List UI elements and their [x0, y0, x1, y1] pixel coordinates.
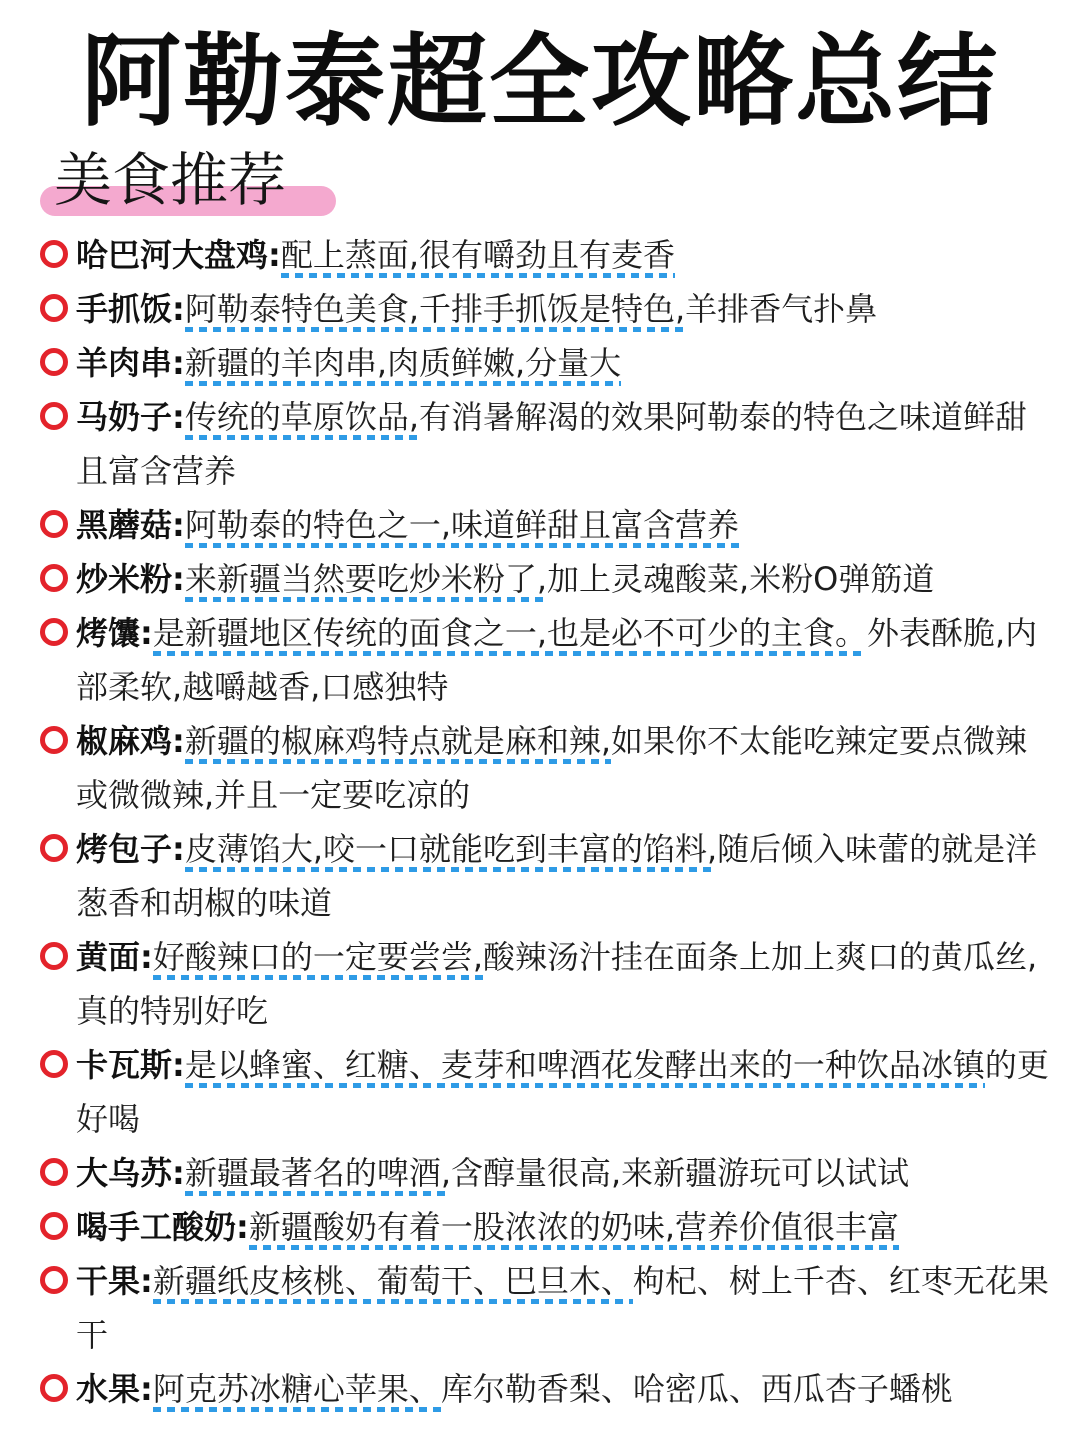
item-description: 有消暑解渴的效果阿勒泰的特色之味道鲜甜且富含营养: [76, 398, 1028, 490]
list-item: [40, 1038, 1050, 1146]
circle-bullet-icon: [40, 1266, 68, 1294]
list-item: [40, 552, 1050, 606]
list-item: [40, 228, 1050, 282]
item-name: 水果:: [76, 1370, 153, 1408]
item-description: 含醇量很高,来新疆游玩可以试试: [451, 1154, 910, 1192]
circle-bullet-icon: [40, 1212, 68, 1240]
item-highlight-text: 阿勒泰的特色之一,味道鲜甜且富含营养: [185, 506, 739, 548]
item-name: 手抓饭:: [76, 290, 185, 328]
list-item: [40, 1254, 1050, 1362]
item-name: 卡瓦斯:: [76, 1046, 185, 1084]
item-highlight-text: 阿勒泰特色美食,千排手抓饭是特色,: [185, 290, 685, 332]
list-item: [40, 1362, 1050, 1416]
list-item: [40, 336, 1050, 390]
circle-bullet-icon: [40, 1374, 68, 1402]
page-title: 阿勒泰超全攻略总结: [81, 23, 999, 140]
item-name: 哈巴河大盘鸡:: [76, 236, 281, 274]
circle-bullet-icon: [40, 1050, 68, 1078]
item-description: 加上灵魂酸菜,米粉O弹筋道: [547, 560, 935, 598]
item-highlight-text: 传统的草原饮品,: [185, 398, 419, 440]
list-item: [40, 1200, 1050, 1254]
list-item: [40, 822, 1050, 930]
item-highlight-text: 新疆的羊肉串,肉质鲜嫩,分量大: [185, 344, 621, 386]
item-name: 烤包子:: [76, 830, 185, 868]
circle-bullet-icon: [40, 1158, 68, 1186]
item-highlight-text: 阿克苏冰糖心苹果、: [153, 1370, 441, 1412]
list-item: [40, 606, 1050, 714]
circle-bullet-icon: [40, 402, 68, 430]
item-description: 库尔勒香梨、哈密瓜、西瓜杏子蟠桃: [440, 1370, 953, 1408]
item-highlight-text: 配上蒸面,很有嚼劲且有麦香: [281, 236, 675, 278]
item-highlight-text: 是新疆地区传统的面食之一,也是必不可少的主食。: [153, 614, 867, 656]
item-name: 炒米粉:: [76, 560, 185, 598]
item-name: 黄面:: [76, 938, 153, 976]
item-description: 羊排香气扑鼻: [685, 290, 878, 328]
section-title: 美食推荐: [54, 146, 287, 214]
list-item: [40, 498, 1050, 552]
circle-bullet-icon: [40, 942, 68, 970]
item-name: 羊肉串:: [76, 344, 185, 382]
item-name: 烤馕:: [76, 614, 153, 652]
food-list: [40, 228, 1050, 1416]
circle-bullet-icon: [40, 510, 68, 538]
item-highlight-text: 新疆酸奶有着一股浓浓的奶味,营养价值很丰富: [249, 1208, 899, 1250]
item-name: 马奶子:: [76, 398, 185, 436]
circle-bullet-icon: [40, 834, 68, 862]
list-item: [40, 930, 1050, 1038]
circle-bullet-icon: [40, 726, 68, 754]
item-description: 随后倾入味蕾的就是洋葱香和胡椒的味道: [76, 830, 1038, 922]
list-item: [40, 282, 1050, 336]
item-highlight-text: 新疆的椒麻鸡特点就是麻和辣,: [185, 722, 611, 764]
list-item: [40, 390, 1050, 498]
circle-bullet-icon: [40, 348, 68, 376]
circle-bullet-icon: [40, 564, 68, 592]
item-highlight-text: 好酸辣口的一定要尝尝,: [153, 938, 483, 980]
list-item: [40, 1146, 1050, 1200]
section-heading: [40, 140, 340, 226]
item-name: 喝手工酸奶:: [76, 1208, 249, 1246]
item-highlight-text: 皮薄馅大,咬一口就能吃到丰富的馅料,: [185, 830, 717, 872]
circle-bullet-icon: [40, 618, 68, 646]
item-description: 枸杞、树上千杏、红枣无花果干: [76, 1262, 1049, 1354]
item-highlight-text: 是以蜂蜜、红糖、麦芽和啤酒花发酵出来的一种饮品冰镇: [185, 1046, 985, 1088]
item-description: 的更好喝: [76, 1046, 1049, 1138]
item-name: 黑蘑菇:: [76, 506, 185, 544]
item-description: 外表酥脆,内部柔软,越嚼越香,口感独特: [76, 614, 1038, 706]
item-highlight-text: 新疆最著名的啤酒,: [185, 1154, 451, 1196]
list-item: [40, 714, 1050, 822]
item-description: 酸辣汤汁挂在面条上加上爽口的黄瓜丝,真的特别好吃: [76, 938, 1038, 1030]
item-name: 大乌苏:: [76, 1154, 185, 1192]
circle-bullet-icon: [40, 294, 68, 322]
item-highlight-text: 新疆纸皮核桃、葡萄干、巴旦木、: [153, 1262, 633, 1304]
item-name: 干果:: [76, 1262, 153, 1300]
circle-bullet-icon: [40, 240, 68, 268]
item-highlight-text: 来新疆当然要吃炒米粉了,: [185, 560, 547, 602]
item-description: 如果你不太能吃辣定要点微辣或微微辣,并且一定要吃凉的: [76, 722, 1028, 814]
item-name: 椒麻鸡:: [76, 722, 185, 760]
